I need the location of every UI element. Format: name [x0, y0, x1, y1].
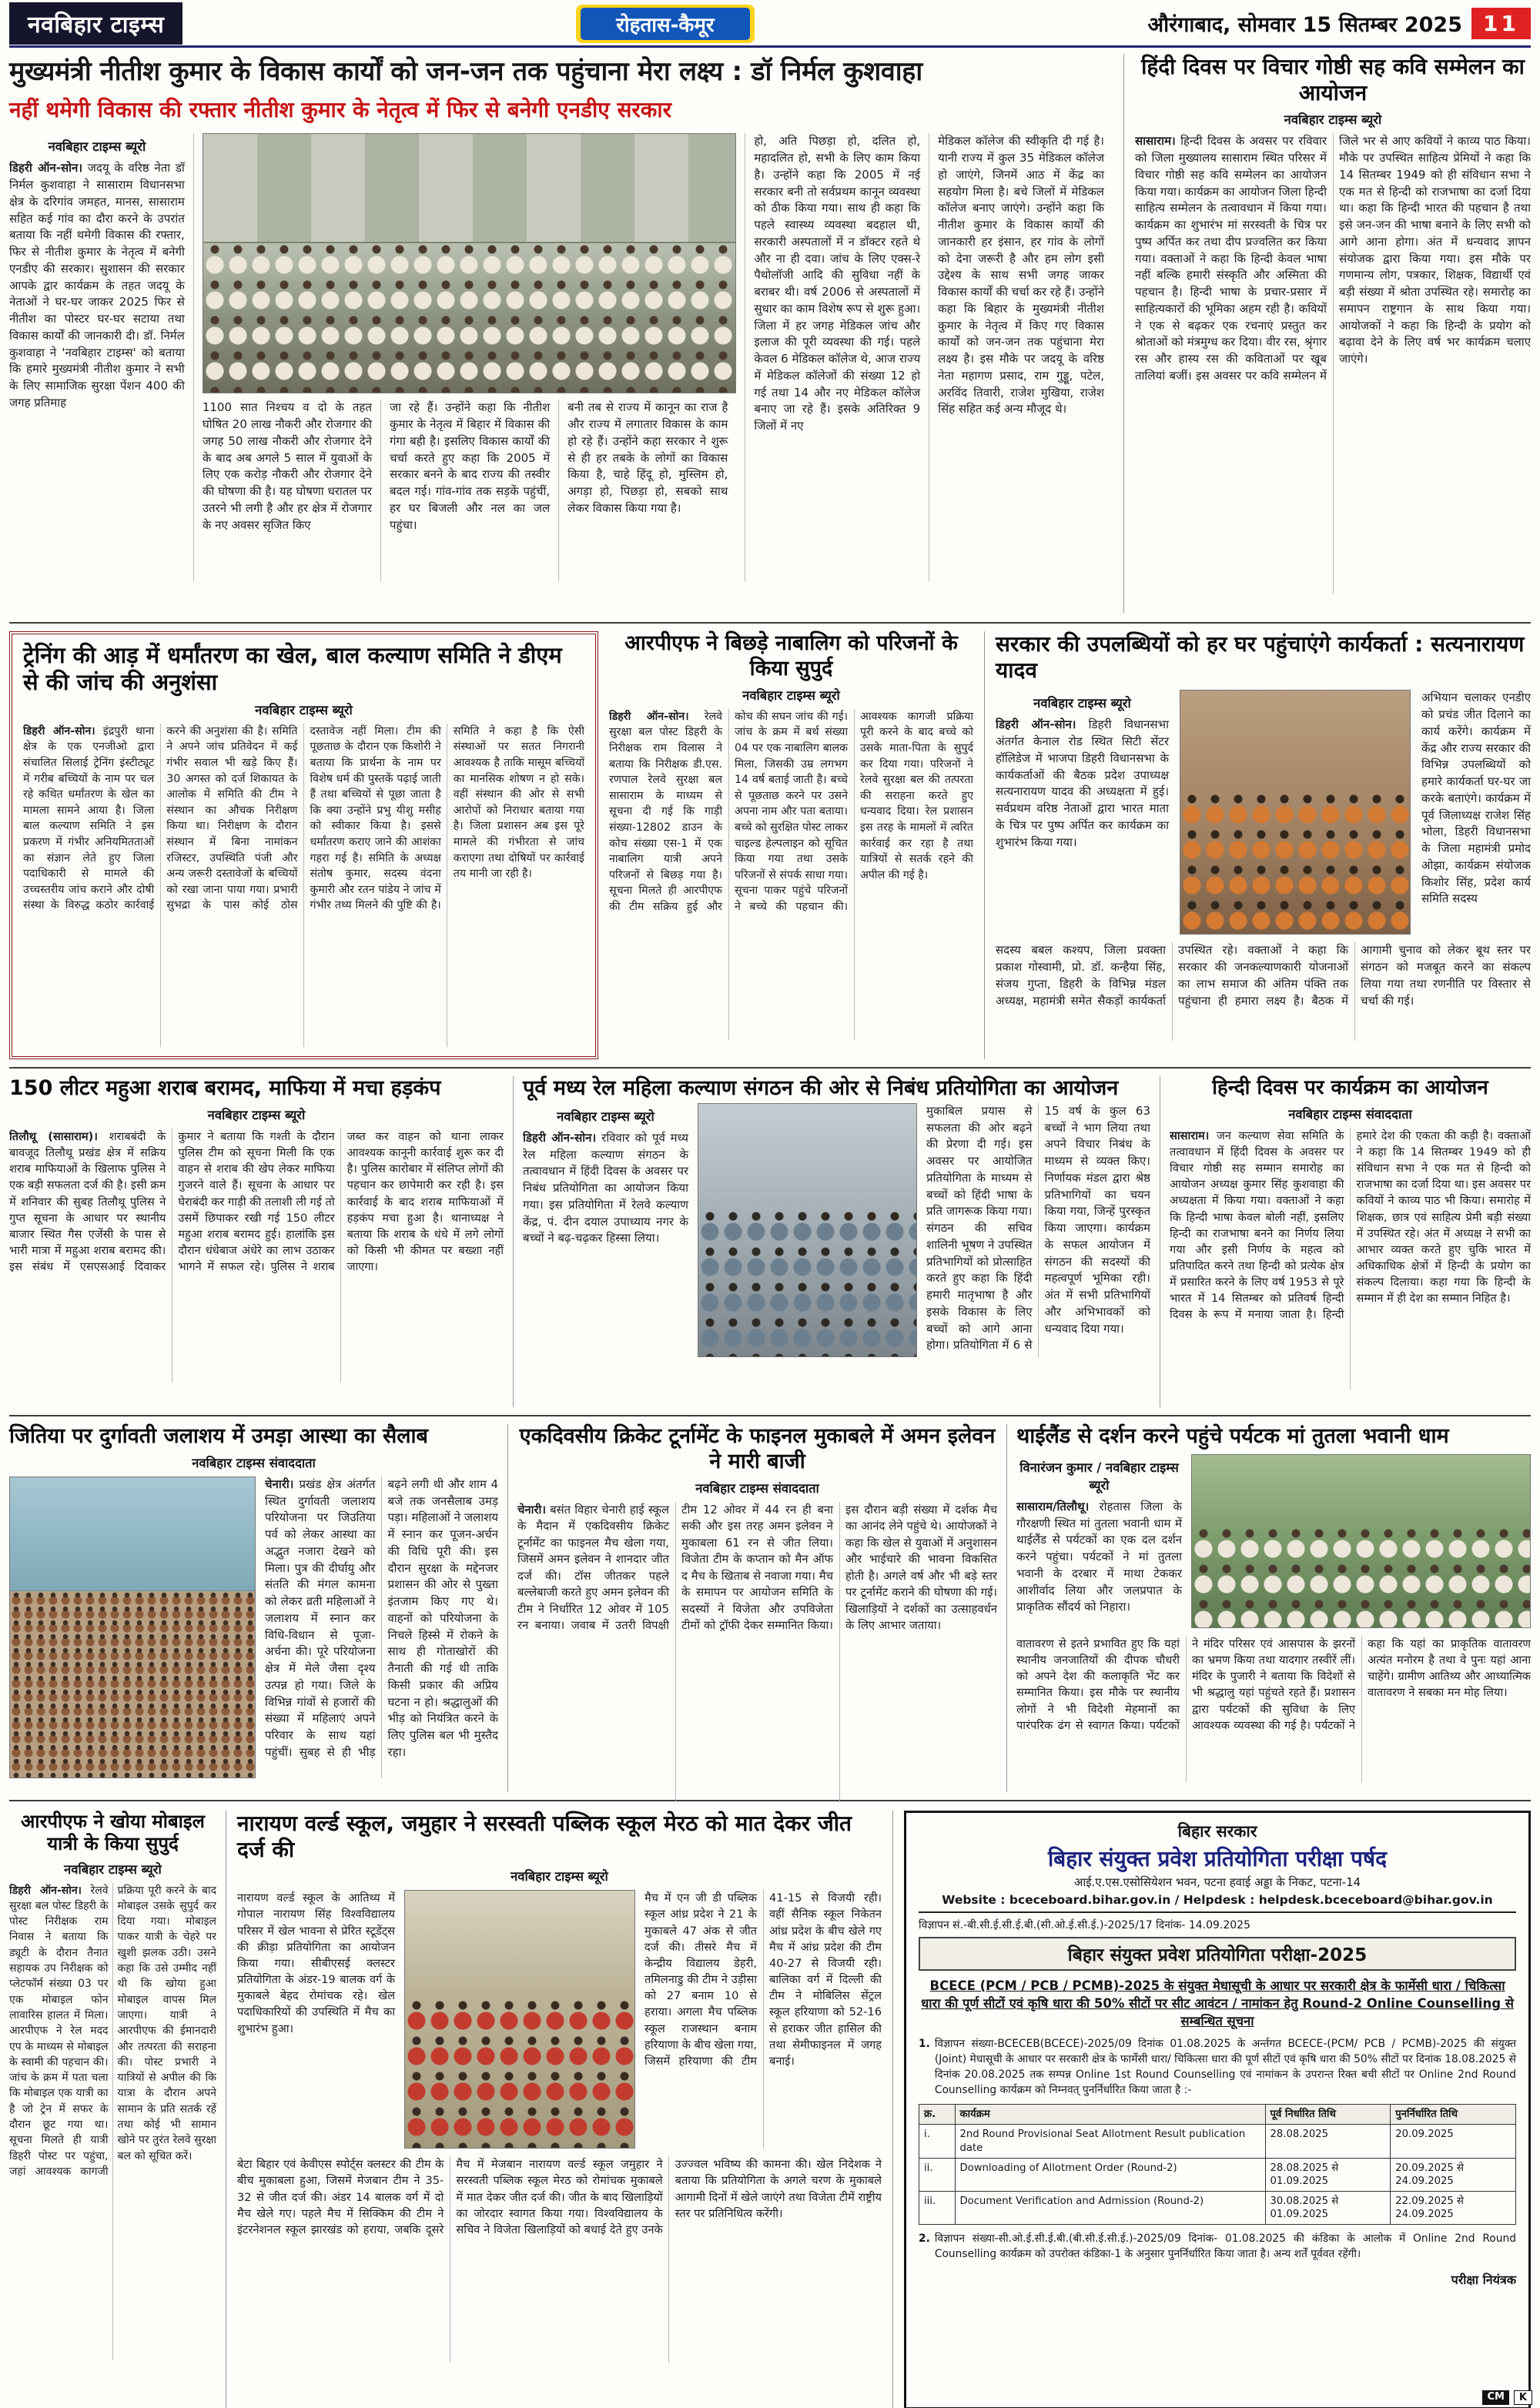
- k-mark: K: [1514, 2390, 1532, 2405]
- lead-columns: [9, 133, 1113, 581]
- band-2: [9, 624, 1531, 1069]
- sharab-byline: नवबिहार टाइम्स ब्यूरो: [207, 1107, 306, 1122]
- tourists-photo: [1191, 1454, 1531, 1628]
- satyanarayan-bottom-text: सदस्य बबल कश्यप, जिला प्रवक्ता प्रकाश गोस्वामी, प्रो. डॉ. कन्हैया सिंह, संजय गुप्ता, डिहरी के विभिन्न मंडल अध्यक्ष, महामंत्री समेत सैकड़ों कार्यकर्ता उपस्थित रहे। वक्ताओं ने कहा कि सरकार की जनकल्याणकारी योजनाओं का लाभ समाज की अंतिम पंक्ति तक पहुंचाना ही हमारा लक्ष्य है। बैठक में आगामी चुनाव को लेकर बूथ स्तर पर संगठन को मजबूत करने का संकल्प लिया गया तथा रणनीति पर विस्तार से चर्चा की गई।: [996, 943, 1531, 1008]
- water-area: [10, 1477, 255, 1591]
- band-4: [9, 1416, 1531, 1801]
- jitiya-headline: जितिया पर दुर्गावती जलाशय में उमड़ा आस्था का सैलाब: [9, 1424, 428, 1448]
- lead-body-col1: जदयू के वरिष्ठ नेता डॉ निर्मल कुशवाहा ने सासाराम विधानसभा क्षेत्र के दरिगांव जमहत, मानस, सासाराम सहित कई गांव का दौरा करने के उपरांत बताया कि नहीं थमेगी विकास की रफ्तार, फिर से नीतीश कुमार के नेतृत्व में बनेगी एनडीए की सरकार। सुशासन की सरकार आपके द्वार कार्यक्रम के तहत जदयू के नेताओं ने घर-घर जाकर 2025 फिर से नीतीश का पोस्टर घर-घर सटाया तथा विकास कार्यों की जानकारी दी। डॉ. निर्मल कुशवाहा ने 'नवबिहार टाइम्स' को बताया कि हमारे मुख्यमंत्री नीतीश कुमार ने सभी के लिए सामाजिक सुरक्षा पेंशन 400 की जगह प्रतिमाह: [9, 161, 185, 410]
- people-figures: [203, 243, 736, 393]
- lead-under-photo-columns: [203, 400, 737, 581]
- school-intro-text: नारायण वर्ल्ड स्कूल के आतिथ्य में गोपाल नारायण सिंह विश्वविद्यालय परिसर में खेल भावना से प्रेरित स्टूडेंट्स की क्रीड़ा प्रतियोगिता का आयोजन किया गया। सीबीएसई क्लस्टर प्रतियोगिता के अंडर-19 बालक वर्ग के मुकाबले बेहद रोमांचक रहे। खेल पदाधिकारियों की उपस्थिति में मैच का शुभारंभ हुआ।: [237, 1891, 395, 2035]
- satyanarayan-intro-text: डिहरी विधानसभा अंतर्गत केनाल रोड स्थित सिटी सेंटर हॉलिडेज में भाजपा डिहरी विधानसभा के कार्यकर्ताओं की बैठक प्रदेश उपाध्यक्ष सत्यनारायण यादव की अध्यक्षता में हुई। सर्वप्रथम वरिष्ठ नेताओं द्वारा भारत माता के चित्र पर पुष्प अर्पित कर कार्यक्रम का शुभारंभ किया गया।: [996, 717, 1169, 849]
- masthead-right: [1148, 8, 1531, 39]
- cricket-body-text: बसंत विहार चेनारी हाई स्कूल के मैदान में एकदिवसीय क्रिकेट टूर्नामेंट का फाइनल मैच खेला गया, जिसमें अमन इलेवन ने शानदार जीत दर्ज की। टॉस जीतकर पहले बल्लेबाजी करते हुए अमन इलेवन की टीम ने निर्धारित 12 ओवर में 105 रन बनाया। जवाब में उतरी विपक्षी टीम 12 ओवर में 44 रन ही बना सकी और इस तरह अमन इलेवन ने मुकाबला 61 रन से जीत लिया। विजेता टीम के कप्तान को मैन ऑफ द मैच के खिताब से नवाजा गया। मैच के समापन पर आयोजन समिति के सदस्यों ने विजेता और उपविजेता टीमों को ट्रॉफी देकर सम्मानित किया। इस दौरान बड़ी संख्या में दर्शक मैच का आनंद लेने पहुंचे थे। आयोजकों ने कहा कि खेल से युवाओं में अनुशासन और भाईचारे की भावना विकसित होती है। अगले वर्ष और भी बड़े स्तर पर टूर्नामेंट कराने की घोषणा की गई। खिलाड़ियों ने दर्शकों का उत्साहवर्धन के लिए आभार जताया।: [517, 1503, 997, 1633]
- table-cell: ii.: [919, 2158, 956, 2191]
- dharmantaran-dateline: डिहरी ऑन-सोन।: [23, 724, 95, 737]
- cricket-byline: नवबिहार टाइम्स संवाददाता: [695, 1480, 819, 1496]
- jitiya-body-text: प्रखंड क्षेत्र अंतर्गत स्थित दुर्गावती जलाशय परियोजना पर जिउतिया पर्व को लेकर आस्था का अद्भुत नजारा देखने को मिला। पुत्र की दीर्घायु और संतति की मंगल कामना को लेकर व्रती महिलाओं ने जलाशय में स्नान कर विधि-विधान से पूजा-अर्चना की। पूरे परियोजना क्षेत्र में मेले जैसा दृश्य उत्पन्न हो गया। जिले के विभिन्न गांवों से हजारों की संख्या में महिलाएं अपने परिवार के साथ यहां पहुंचीं। सुबह से ही भीड़ बढ़ने लगी थी और शाम 4 बजे तक जनसैलाब उमड़ पड़ा। महिलाओं ने जलाशय में स्नान कर पूजन-अर्चन की विधि पूरी की। इस दौरान सुरक्षा के मद्देनजर प्रशासन की ओर से पुख्ता इंतजाम किए गए थे। वाहनों को परियोजना के निचले हिस्से में रोकने के साथ ही गोताखोरों की तैनाती की गई थी ताकि किसी प्रकार की अप्रिय घटना न हो। श्रद्धालुओं की भीड़ को नियंत्रित करने के लिए पुलिस बल भी मुस्तैद रहा।: [265, 1477, 498, 1759]
- hindi-diwas-kavi-article: [1124, 54, 1531, 613]
- thailand-byline: विनारंजन कुमार / नवबिहार टाइम्स ब्यूरो: [1019, 1460, 1179, 1493]
- school-sports-photo: [404, 1890, 635, 2149]
- nibandh-article: [514, 1076, 1160, 1407]
- cricket-dateline: चेनारी।: [517, 1503, 546, 1517]
- table-header-programme: कार्यक्रम: [955, 2105, 1265, 2125]
- hindi-diwas-program-byline: नवबिहार टाइम्स संवाददाता: [1288, 1106, 1412, 1122]
- school-byline: नवबिहार टाइम्स ब्यूरो: [511, 1869, 608, 1885]
- date-line: औरंगाबाद, सोमवार 15 सितम्बर 2025: [1147, 13, 1463, 37]
- dharmantaran-byline: नवबिहार टाइम्स ब्यूरो: [255, 702, 353, 717]
- table-cell: 22.09.2025 से 24.09.2025: [1391, 2192, 1516, 2225]
- nibandh-dateline: डिहरी ऑन-सोन।: [523, 1130, 597, 1145]
- school-headline: नारायण वर्ल्ड स्कूल, जमुहार ने सरस्वती पब्लिक स्कूल मेरठ को मात देकर जीत दर्ज की: [237, 1811, 852, 1863]
- table-cell: 30.08.2025 से 01.09.2025: [1265, 2192, 1391, 2225]
- thailand-dateline: सासाराम/तिलौथू।: [1016, 1499, 1090, 1513]
- paper-name: नवबिहार टाइम्स: [9, 2, 182, 45]
- table-header-row: [919, 2105, 1516, 2125]
- lead-body-col6: मेडिकल कॉलेज की स्वीकृति दी गई है। यानी राज्य में कुल 35 मेडिकल कॉलेज हो जाएंगे, जिनमें आठ में केंद्र का सहयोग मिला है। बचे जिलों में मेडिकल कॉलेज बनाए जाएंगे। उन्होंने कहा कि नीतीश कुमार के विकास कार्यों की जानकारी हर इंसान, हर गांव के लोगों को देना जरूरी है और हम लोग इसी उद्देश्य के साथ सभी जगह जाकर विकास कार्यों की चर्चा कर रहे हैं। उन्होंने कहा कि बिहार के मुख्यमंत्री नीतीश कुमार के नेतृत्व में किए गए विकास कार्यों को जन-जन तक पहुंचाना मेरा लक्ष्य है। इस मौके पर जदयू के वरिष्ठ नेता महागण प्रसाद, राम गुड्डू, पटेल, अरविंद तिवारी, राजेश मुखिया, राजेश सिंह सहित कई अन्य मौजूद थे।: [929, 133, 1113, 581]
- lead-body-under-2: जा रहे हैं। उन्होंने कहा कि नीतीश कुमार के नेतृत्व में बिहार में विकास की गंगा बही है। इसलिए विकास कार्यों की चर्चा करते हुए कहा कि 2005 में सरकार बनने के बाद राज्य की तस्वीर बदल गई। गांव-गांव तक सड़कें पहुंचीं, हर घर बिजली और नल का जल पहुंचा।: [380, 400, 558, 581]
- lead-photo: [203, 133, 737, 393]
- sharab-headline: 150 लीटर महुआ शराब बरामद, माफिया में मचा हड़कंप: [9, 1076, 441, 1100]
- cm-mark: CM: [1482, 2390, 1508, 2405]
- table-header-serial: क्र.: [919, 2105, 956, 2125]
- rpf-child-body-text: रेलवे सुरक्षा बल पोस्ट डिहरी के निरीक्षक राम विलास ने बताया कि निरीक्षक डी.एस. रणपाल रेलवे सुरक्षा बल सासाराम के माध्यम से सूचना दी गई कि गाड़ी संख्या-12802 डाउन के कोच संख्या एस-1 में एक नाबालिग यात्री अपने परिजनों से बिछड़ गया है। सूचना मिलते ही आरपीएफ की टीम सक्रिय हुई और कोच की सघन जांच की गई। जांच के क्रम में बर्थ संख्या 04 पर एक नाबालिग बालक मिला, जिसकी उम्र लगभग 14 वर्ष बताई जाती है। बच्चे से पूछताछ करने पर उसने अपना नाम और पता बताया। बच्चे को सुरक्षित पोस्ट लाकर चाइल्ड हेल्पलाइन को सूचित किया गया तथा उसके परिजनों से संपर्क साधा गया। सूचना पाकर पहुंचे परिजनों ने बच्चे की पहचान की। आवश्यक कागजी प्रक्रिया पूरी करने के बाद बच्चे को उसके माता-पिता के सुपुर्द कर दिया गया। परिजनों ने रेलवे सुरक्षा बल की तत्परता की सराहना करते हुए धन्यवाद दिया। रेल प्रशासन इस तरह के मामलों में त्वरित कार्रवाई कर रहा है तथा यात्रियों से सतर्क रहने की अपील की गई है।: [609, 710, 973, 913]
- notice-subject: BCECE (PCM / PCB / PCMB)-2025 के संयुक्त मेधासूची के आधार पर सरकारी क्षेत्र के फार्मेसी धारा / चिकित्सा धारा की पूर्ण सीटों एवं कृषि धारा की 50% सीटों पर सीट आवंटन / नामांकन हेतु Round-2 Online Counselling से सम्बन्धित सूचना: [921, 1978, 1514, 2029]
- cricket-article: [508, 1424, 1007, 1792]
- people-figures: [1192, 1527, 1530, 1627]
- band-5: [9, 1801, 1531, 2408]
- jitiya-byline: नवबिहार टाइम्स संवाददाता: [192, 1455, 316, 1470]
- rpf-mobile-body-text: रेलवे सुरक्षा बल पोस्ट डिहरी के पोस्ट निरीक्षक राम निवास ने बताया कि ड्यूटी के दौरान तैनात सहायक उप निरीक्षक को प्लेटफॉर्म संख्या 03 पर एक मोबाइल फोन लावारिस हालत में मिला। आरपीएफ ने रेल मदद एप के माध्यम से मोबाइल के स्वामी की पहचान की। जांच के क्रम में पता चला कि मोबाइल एक यात्री का है जो ट्रेन में सफर के दौरान छूट गया था। सूचना मिलते ही यात्री डिहरी पोस्ट पर पहुंचा, जहां आवश्यक कागजी प्रक्रिया पूरी करने के बाद मोबाइल उसके सुपुर्द कर दिया गया। मोबाइल पाकर यात्री के चेहरे पर खुशी झलक उठी। उसने कहा कि उसे उम्मीद नहीं थी कि खोया हुआ मोबाइल वापस मिल जाएगा। यात्री ने आरपीएफ की ईमानदारी और तत्परता की सराहना की। पोस्ट प्रभारी ने यात्रियों से अपील की कि यात्रा के दौरान अपने सामान के प्रति सतर्क रहें तथा कोई भी सामान खोने पर तुरंत रेलवे सुरक्षा बल को सूचित करें।: [9, 1884, 216, 2178]
- lead-body-under-1: 1100 सात निश्चय व दो के तहत घोषित 20 लाख नौकरी और रोजगार की जगह 50 लाख नौकरी और रोजगार देने के बाद अब अगले 5 साल में युवाओं के लिए एक करोड़ नौकरी और रोजगार देने की घोषणा की है। यह घोषणा धरातल पर उतरने भी लगी है और हर क्षेत्र में रोजगार के नए अवसर सृजित किए: [202, 400, 372, 532]
- essay-contest-photo: [698, 1103, 917, 1357]
- kavi-dateline: सासाराम।: [1135, 134, 1176, 149]
- notice-para-1: [919, 2036, 1516, 2098]
- table-cell: 20.09.2025 से 24.09.2025: [1391, 2158, 1516, 2191]
- sharab-dateline: तिलौथू (सासाराम)।: [9, 1129, 98, 1143]
- govt-notice-column: [893, 1811, 1531, 2408]
- rpf-mobile-article: [9, 1811, 226, 2408]
- table-header-previous-date: पूर्व निर्धारित तिथि: [1265, 2105, 1391, 2125]
- table-cell: iii.: [919, 2192, 956, 2225]
- rpf-mobile-dateline: डिहरी ऑन-सोन।: [9, 1884, 82, 1897]
- lead-headline: मुख्यमंत्री नीतीश कुमार के विकास कार्यों को जन-जन तक पहुंचाना मेरा लक्ष्य : डॉ निर्मल कुशवाहा: [9, 56, 922, 87]
- kavi-headline: हिंदी दिवस पर विचार गोष्ठी सह कवि सम्मेलन का आयोजन: [1141, 54, 1525, 106]
- lead-body-under-3: बनी तब से राज्य में कानून का राज है और राज्य में लगातार विकास के काम हो रहे हैं। उन्होंने कहा सरकार ने शुरू से ही हर तबके के लोगों का विकास किया है, चाहे हिंदू हो, मुस्लिम हो, अगड़ा हो, पिछड़ा हो, सबको साथ लेकर विकास किया गया है।: [558, 400, 736, 581]
- band-3: [9, 1069, 1531, 1416]
- dharmantaran-headline: ट्रेनिंग की आड़ में धर्मांतरण का खेल, बाल कल्याण समिति ने डीएम से की जांच की अनुशंसा: [23, 642, 562, 696]
- thailand-intro-column: [1016, 1454, 1182, 1628]
- rpf-child-byline: नवबिहार टाइम्स ब्यूरो: [742, 687, 840, 703]
- edition-name: रोहतास-कैमूर: [581, 8, 749, 40]
- lead-article: [9, 54, 1124, 613]
- footer-marks: [1482, 2390, 1532, 2405]
- sharab-body-text: शराबबंदी के बावजूद तिलौथू प्रखंड क्षेत्र में सक्रिय शराब माफियाओं के खिलाफ पुलिस ने एक बड़ी सफलता दर्ज की है। इसी क्रम में शनिवार की सुबह तिलौथू पुलिस ने गुप्त सूचना के आधार पर स्थानीय बाजार स्थित गैस एजेंसी के पास से भारी मात्रा में महुआ शराब बरामद की। इस संबंध में एसएसआई दिवाकर कुमार ने बताया कि गश्ती के दौरान पुलिस टीम को सूचना मिली कि एक वाहन से शराब की खेप लेकर माफिया गुजरने वाले हैं। सूचना के आधार पर घेराबंदी कर गाड़ी की तलाशी ली गई तो उसमें छिपाकर रखी गई 150 लीटर महुआ शराब बरामद हुई। हालांकि इस दौरान धंधेबाज अंधेरे का लाभ उठाकर भागने में सफल रहे। पुलिस ने शराब जब्त कर वाहन को थाना लाकर आवश्यक कानूनी कार्रवाई शुरू कर दी है। पुलिस कारोबार में संलिप्त लोगों की पहचान कर छापेमारी कर रही है। इस कार्रवाई के बाद शराब माफियाओं में हड़कंप मचा हुआ है। थानाध्यक्ष ने बताया कि शराब के धंधे में लगे लोगों को किसी भी कीमत पर बख्शा नहीं जाएगा।: [9, 1129, 504, 1274]
- jitiya-article: [9, 1424, 508, 1792]
- hindi-diwas-program-body-text: जन कल्याण सेवा समिति के तत्वावधान में हिंदी दिवस के अवसर पर विचार गोष्ठी सह सम्मान समारोह का आयोजन अध्यक्ष कुमार सिंह कुशवाहा की अध्यक्षता में किया गया। वक्ताओं ने कहा कि हिन्दी भाषा केवल बोली नहीं, इसलिए हिन्दी का राजभाषा बनने का निर्णय लिया गया और इसी निर्णय के महत्व को प्रतिपादित करने तथा हिन्दी को प्रत्येक क्षेत्र में प्रसारित करने के लिए वर्ष 1953 से पूरे भारत में 14 सितम्बर को प्रतिवर्ष हिन्दी दिवस के रूप में मनाया जाता है। हिन्दी हमारे देश की एकता की कड़ी है। वक्ताओं ने कहा कि 14 सितम्बर 1949 को ही संविधान सभा ने एक मत से हिन्दी को राजभाषा का दर्जा दिया था। इस अवसर पर कवियों ने काव्य पाठ भी किया। समारोह में शिक्षक, छात्र एवं साहित्य प्रेमी बड़ी संख्या में उपस्थित रहे। अंत में अध्यक्ष ने सभी का आभार व्यक्त करते हुए चुकि भारत में अधिकाधिक क्षेत्रों में हिन्दी के प्रयोग का संकल्प दिलाया। कहा गया कि हिन्दी के सम्मान में ही देश का सम्मान निहित है।: [1170, 1129, 1531, 1322]
- lead-byline: नवबिहार टाइम्स ब्यूरो: [48, 139, 146, 155]
- jitiya-content-row: [9, 1477, 498, 1778]
- rpf-mobile-headline: आरपीएफ ने खोया मोबाइल यात्री के किया सुपुर्द: [21, 1811, 205, 1855]
- rpf-mobile-byline: नवबिहार टाइम्स ब्यूरो: [64, 1861, 162, 1877]
- school-sports-article: [226, 1811, 893, 2408]
- kavi-body-text: हिन्दी दिवस के अवसर पर रविवार को जिला मुख्यालय सासाराम स्थित परिसर में विचार गोष्ठी सह कवि सम्मेलन का आयोजन किया गया। कार्यक्रम का आयोजन जिला हिन्दी साहित्य सम्मेलन के तत्वावधान में किया गया। कार्यक्रम का शुभारंभ मां सरस्वती के चित्र पर पुष्प अर्पित कर तथा दीप प्रज्वलित कर किया गया। वक्ताओं ने कहा कि हिन्दी केवल भाषा नहीं बल्कि हमारी संस्कृति और अस्मिता की पहचान है। हिन्दी भाषा के प्रचार-प्रसार में साहित्यकारों की भूमिका अहम रही है। कवियों ने एक से बढ़कर एक रचनाएं प्रस्तुत कर श्रोताओं को मंत्रमुग्ध कर दिया। वीर रस, श्रृंगार रस और हास्य रस की कविताओं पर खूब तालियां बजीं। इस अवसर पर कवि सम्मेलन में जिले भर से आए कवियों ने काव्य पाठ किया। मौके पर उपस्थित साहित्य प्रेमियों ने कहा कि 14 सितम्बर 1949 को ही संविधान सभा ने एक मत से हिन्दी को राजभाषा का दर्जा दिया था। कहा कि हिन्दी भारत की पहचान है तथा इसे जन-जन की भाषा बनाने के लिए सभी को आगे आना होगा। अंत में धन्यवाद ज्ञापन संयोजक द्वारा किया गया। इस मौके पर गणमान्य लोग, पत्रकार, शिक्षक, विद्यार्थी एवं बड़ी संख्या में श्रोता उपस्थित रहे। समारोह का समापन राष्ट्रगान के साथ किया गया। आयोजकों ने कहा कि हिन्दी के प्रयोग को बढ़ावा देने के लिए वर्ष भर कार्यक्रम चलाए जाएंगे।: [1135, 134, 1531, 383]
- satyanarayan-dateline: डिहरी ऑन-सोन।: [996, 717, 1076, 732]
- notice-govt-line: बिहार सरकार: [1177, 1822, 1257, 1841]
- rpf-child-article: [609, 631, 985, 1059]
- table-row: [919, 2125, 1516, 2158]
- thailand-content-row: [1016, 1454, 1531, 1628]
- school-bottom-text: बेटा बिहार एवं केवीएस स्पोर्ट्स क्लस्टर की टीम के बीच मुकाबला हुआ, जिसमें मेजबान टीम ने 35-32 से जीत दर्ज की। अंडर 14 बालक वर्ग में दो मैच खेले गए। पहले मैच में सिक्किम की टीम ने इंटरनेशनल स्कूल झारखंड को हराया, जबकि दूसरे मैच में मेजबान नारायण वर्ल्ड स्कूल जमुहार ने सरस्वती पब्लिक स्कूल मेरठ को रोमांचक मुकाबले में मात देकर जीत दर्ज की। जीत के बाद खिलाड़ियों का जोरदार स्वागत किया गया। विश्वविद्यालय के सचिव ने विजेता खिलाड़ियों को बधाई देते हुए उनके उज्ज्वल भविष्य की कामना की। खेल निदेशक ने बताया कि प्रतियोगिता के अगले चरण के मुकाबले आगामी दिनों में खेले जाएंगे तथा विजेता टीमें राष्ट्रीय स्तर पर प्रतिनिधित्व करेंगी।: [237, 2158, 882, 2236]
- hindi-diwas-program-headline: हिन्दी दिवस पर कार्यक्रम का आयोजन: [1212, 1076, 1488, 1099]
- notice-advt-number: विज्ञापन सं.-बी.सी.ई.सी.ई.बी.(सी.ओ.ई.सी.ई.)-2025/17 दिनांक- 14.09.2025: [919, 1919, 1250, 1931]
- satyanarayan-article: [985, 631, 1531, 1059]
- hindi-diwas-program-dateline: सासाराम।: [1170, 1129, 1210, 1142]
- table-cell: Document Verification and Admission (Round-2): [955, 2192, 1265, 2225]
- school-mid-text: मैच में एन जी डी पब्लिक स्कूल आंध्र प्रदेश ने 21 के मुकाबले 47 अंक से जीत दर्ज की। तीसरे मैच में केन्द्रीय विद्यालय डेहरी, तमिलनाडु की टीम ने उड़ीसा को 27 बनाम 10 से हराया। अगला मैच पब्लिक स्कूल राजस्थान बनाम हरियाणा के बीच खेला गया, जिसमें हरियाणा की टीम 41-15 से विजयी रही। वहीं सैनिक स्कूल निकेतन आंध्र प्रदेश के बीच खेले गए मैच में आंध्र प्रदेश की टीम 40-27 से विजयी रही। बालिका वर्ग में दिल्ली की टीम ने मोबिलिस सेंट्रल स्कूल हरियाणा को 52-16 से हराकर जीत हासिल की तथा सेमीफाइनल में जगह बनाई।: [644, 1891, 882, 2068]
- jitiya-dateline: चेनारी।: [265, 1477, 294, 1491]
- lead-subheadline: नहीं थमेगी विकास की रफ्तार नीतीश कुमार के नेतृत्व में फिर से बनेगी एनडीए सरकार: [9, 97, 672, 123]
- lead-column-1: [9, 133, 193, 581]
- nibandh-intro-text: रविवार को पूर्व मध्य रेल महिला कल्याण संगठन के तत्वावधान में हिंदी दिवस के अवसर पर निबंध प्रतियोगिता का आयोजन किया गया। इस प्रतियोगिता में रेलवे कल्याण केंद्र, पं. दीन दयाल उपाध्याय नगर के बच्चों ने बढ़-चढ़कर हिस्सा लिया।: [523, 1130, 688, 1246]
- dharmantaran-article: [9, 631, 598, 1059]
- table-cell: 28.08.2025 से 01.09.2025: [1265, 2158, 1391, 2191]
- meeting-photo: [1180, 690, 1411, 935]
- dharmantaran-body-text: इंद्रपुरी थाना क्षेत्र के एक एनजीओ द्वारा संचालित सिलाई ट्रेनिंग इंस्टीट्यूट में गरीब बच्चियों के नाम पर चल रहे कथित धर्मांतरण के खेल का मामला सामने आया है। जिला बाल कल्याण समिति ने इस प्रकरण में गंभीर अनियमितताओं का संज्ञान लेते हुए जिला पदाधिकारी से मामले की उच्चस्तरीय जांच कराने और दोषी संस्था के विरुद्ध कठोर कार्रवाई करने की अनुशंसा की है। समिति ने अपने जांच प्रतिवेदन में कई गंभीर सवाल भी खड़े किए हैं। 30 अगस्त को दर्ज शिकायत के आलोक में समिति की टीम ने संस्थान का औचक निरीक्षण किया था। निरीक्षण के दौरान संस्थान में बिना नामांकन रजिस्टर, उपस्थिति पंजी और अन्य जरूरी दस्तावेजों के बच्चियों को रखा जाना पाया गया। प्रभारी सुभद्रा के पास कोई ठोस दस्तावेज नहीं मिला। टीम की पूछताछ के दौरान एक किशोरी ने बताया कि प्रार्थना के नाम पर विशेष धर्म की पुस्तकें पढ़ाई जाती हैं तथा बच्चियों से पूछा जाता है कि क्या उन्होंने प्रभु यीशु मसीह को स्वीकार किया है। इससे धर्मांतरण कराए जाने की आशंका गहरा गई है। समिति के अध्यक्ष संतोष कुमार, सदस्य वंदना कुमारी और रतन पांडेय ने जांच में गंभीर तथ्य मिलने की पुष्टि की है। समिति ने कहा है कि ऐसी संस्थाओं पर सतत निगरानी आवश्यक है ताकि मासूम बच्चियों का मानसिक शोषण न हो सके। वहीं संस्थान की ओर से सभी आरोपों को निराधार बताया गया है। जिला प्रशासन अब इस पूरे मामले की गंभीरता से जांच कराएगा तथा दोषियों पर कार्रवाई तय मानी जा रही है।: [23, 724, 584, 912]
- satyanarayan-headline: सरकार की उपलब्धियों को हर घर पहुंचाएंगे कार्यकर्ता : सत्यनारायण यादव: [996, 631, 1525, 684]
- notice-para-2-text: विज्ञापन संख्या-सी.ओ.ई.सी.ई.बी.(बी.सी.ई.सी.ई.)-2025/09 दिनांक- 01.08.2025 की कंडिका के आलोक में Online 2nd Round Counselling कार्यक्रम को उपरोक्त कंडिका-1 के अनुसार पुनर्निर्धारित किया जाता है। अन्य शर्तें पूर्ववत रहेंगी।: [934, 2232, 1516, 2261]
- table-cell: 20.09.2025: [1391, 2125, 1516, 2158]
- school-content-row: [237, 1890, 882, 2149]
- thailand-article: [1007, 1424, 1531, 1792]
- sharab-article: [9, 1076, 514, 1407]
- thailand-headline: थाईलैंड से दर्शन करने पहुंचे पर्यटक मां तुतला भवानी धाम: [1016, 1424, 1449, 1448]
- people-figures: [698, 1210, 916, 1356]
- photo-background: [203, 134, 736, 242]
- hindi-diwas-program-article: [1160, 1076, 1531, 1407]
- notice-address: आई.ए.एस.एसोसियेशन भवन, पटना हवाई अड्डा के निकट, पटना-14: [1073, 1875, 1361, 1889]
- nibandh-headline: पूर्व मध्य रेल महिला कल्याण संगठन की ओर से निबंध प्रतियोगिता का आयोजन: [523, 1076, 1119, 1100]
- notice-para-1-text: विज्ञापन संख्या-BCECEB(BCECE)-2025/09 दिनांक 01.08.2025 के अर्न्तगत BCECE-(PCM/ PCB / PCMB)-2025 की संयुक्त (Joint) मेधासूची के आधार पर सरकारी क्षेत्र के फार्मेसी धारा/ चिकित्सा धारा की पूर्ण सीटों एवं कृषि धारा की 50% सीटों पर दिनांक 18.08.2025 से दिनांक 20.08.2025 तक सम्पन्न Online 1st Round Counselling एवं नामांकन के उपरान्त रिक्त बची सीटों पर Online 2nd Round Counselling कार्यक्रम को निम्नवत् पुनर्निर्धारित किया जाता है :-: [934, 2038, 1516, 2097]
- thailand-body-text: वातावरण से इतने प्रभावित हुए कि यहां स्थानीय जनजातियों की दीपक चौधरी को अपने देश की कलाकृति भेंट कर सम्मानित किया। इस मौके पर स्थानीय लोगों ने भी विदेशी मेहमानों का पारंपरिक ढंग से स्वागत किया। पर्यटकों ने मंदिर परिसर एवं आसपास के झरनों का भ्रमण किया तथा यादगार तस्वीरें लीं। मंदिर के पुजारी ने बताया कि विदेशों से भी श्रद्धालु यहां पहुंचते रहते हैं। प्रशासन द्वारा पर्यटकों की सुविधा के लिए आवश्यक व्यवस्था की गई है। पर्यटकों ने कहा कि यहां का प्राकृतिक वातावरण अत्यंत मनोरम है तथा वे पुनः यहां आना चाहेंगे। ग्रामीण आतिथ्य और आध्यात्मिक वातावरण ने सबका मन मोह लिया।: [1016, 1637, 1531, 1732]
- edition-strip: [576, 5, 754, 43]
- notice-schedule-table: [919, 2104, 1516, 2225]
- notice-signoff: परीक्षा नियंत्रक: [1451, 2273, 1516, 2288]
- rpf-child-dateline: डिहरी ऑन-सोन।: [609, 710, 689, 723]
- table-header-revised-date: पुनर्निर्धारित तिथि: [1391, 2105, 1516, 2125]
- lead-band: [9, 48, 1531, 624]
- table-cell: Downloading of Allotment Order (Round-2): [955, 2158, 1265, 2191]
- players-figures: [405, 1999, 634, 2149]
- page-number: 11: [1471, 8, 1531, 39]
- satyanarayan-side-text: अभियान चलाकर एनडीए को प्रचंड जीत दिलाने का कार्य करेंगे। कार्यक्रम में केंद्र और राज्य सरकार की विभिन्न उपलब्धियों को हमारे कार्यकर्ता घर-घर जा करके बताएंगे। कार्यक्रम में पूर्व जिलाध्यक्ष राजेश सिंह भोला, डिहरी विधानसभा के जिला महामंत्री प्रमोद ओझा, कार्यक्रम संयोजक किशोर सिंह, प्रदेश कार्य समिति सदस्य: [1421, 691, 1531, 906]
- table-cell: i.: [919, 2125, 956, 2158]
- cricket-headline: एकदिवसीय क्रिकेट टूर्नामेंट के फाइनल मुकाबले में अमन इलेवन ने मारी बाजी: [519, 1424, 996, 1473]
- people-figures: [1180, 793, 1410, 934]
- notice-exam-title: बिहार संयुक्त प्रवेश प्रतियोगिता परीक्षा-2025: [919, 1937, 1516, 1971]
- satyanarayan-intro-column: [996, 690, 1169, 935]
- notice-para-2-number: 2.: [919, 2232, 930, 2246]
- notice-board-name: बिहार संयुक्त प्रवेश प्रतियोगिता परीक्षा पर्षद: [1048, 1846, 1387, 1871]
- lead-dateline: डिहरी ऑन-सोन।: [9, 161, 83, 176]
- satyanarayan-byline: नवबिहार टाइम्स ब्यूरो: [1033, 696, 1131, 711]
- table-cell: 2nd Round Provisional Seat Allotment Result publication date: [955, 2125, 1265, 2158]
- notice-para-1-number: 1.: [919, 2038, 930, 2051]
- thailand-intro-text: रोहतास जिला के गौरक्षणी स्थित मां तुतला भवानी धाम में थाईलैंड से पर्यटकों का एक दल दर्शन करने पहुंचा। पर्यटकों ने मां तुतला भवानी के दरबार में माथा टेककर आशीर्वाद लिया और जलप्रपात के प्राकृतिक सौंदर्य को निहारा।: [1016, 1499, 1182, 1614]
- rpf-child-headline: आरपीएफ ने बिछड़े नाबालिग को परिजनों के किया सुपुर्द: [624, 631, 958, 681]
- crowd-figures: [10, 1591, 255, 1778]
- reservoir-crowd-photo: [9, 1477, 256, 1778]
- table-row: [919, 2158, 1516, 2191]
- satyanarayan-content-row: [996, 690, 1531, 935]
- lead-body-col5: हो, अति पिछड़ा हो, दलित हो, महादलित हो, सभी के लिए काम किया है। उन्होंने कहा कि 2005 में नई सरकार बनी तो सर्वप्रथम कानून व्यवस्था को ठीक किया गया। साथ ही कहा कि पहले स्वास्थ्य व्यवस्था बदहाल थी, सरकारी अस्पतालों में न डॉक्टर रहते थे और ना ही दवा। जांच के लिए एक्स-रे पैथोलॉजी आदि की सुविधा नहीं के बराबर थी। वर्ष 2006 से अस्पतालों में सुधार का काम विशेष रूप से शुरू हुआ। जिला में हर जगह मेडिकल जांच और इलाज की पूरी व्यवस्था की गई। पहले केवल 6 मेडिकल कॉलेज थे, आज राज्य में मेडिकल कॉलेजों की संख्या 12 हो गई तथा 14 और नए मेडिकल कॉलेज बनाए जा रहे हैं। इसके अतिरिक्त 9 जिलों में नए: [745, 133, 929, 581]
- kavi-byline: नवबिहार टाइम्स ब्यूरो: [1284, 112, 1382, 128]
- nibandh-intro-column: [523, 1103, 688, 1357]
- notice-para-2: [919, 2231, 1516, 2262]
- table-row: [919, 2192, 1516, 2225]
- lead-photo-area: [193, 133, 745, 581]
- table-cell: 28.08.2025: [1265, 2125, 1391, 2158]
- notice-website-line: Website : bceceboard.bihar.gov.in / Helpdesk : helpdesk.bceceboard@bihar.gov.in: [919, 1893, 1516, 1913]
- nibandh-byline: नवबिहार टाइम्स ब्यूरो: [557, 1109, 654, 1124]
- nibandh-content-row: [523, 1103, 1150, 1357]
- bcece-notice: [904, 1811, 1531, 2408]
- masthead: [9, 6, 1531, 48]
- nibandh-body-text: मुकाबिल प्रयास से सफलता की ओर बढ़ने की प्रेरणा दी गई। इस अवसर पर आयोजित प्रतियोगिता के माध्यम से बच्चों को हिंदी भाषा के प्रति जागरूक किया गया। संगठन की सचिव शालिनी भूषण ने उपस्थित प्रतिभागियों को प्रोत्साहित करते हुए कहा कि हिंदी हमारी मातृभाषा है और इसके विकास के लिए बच्चों को आगे आना होगा। प्रतियोगिता में 6 से 15 वर्ष के कुल 63 बच्चों ने भाग लिया तथा अपने विचार निबंध के माध्यम से व्यक्त किए। निर्णायक मंडल द्वारा श्रेष्ठ प्रतिभागियों का चयन किया गया, जिन्हें पुरस्कृत किया जाएगा। कार्यक्रम के सफल आयोजन में संगठन की सदस्यों की महत्वपूर्ण भूमिका रही। अंत में सभी प्रतिभागियों और अभिभावकों को धन्यवाद दिया गया।: [926, 1103, 1150, 1353]
